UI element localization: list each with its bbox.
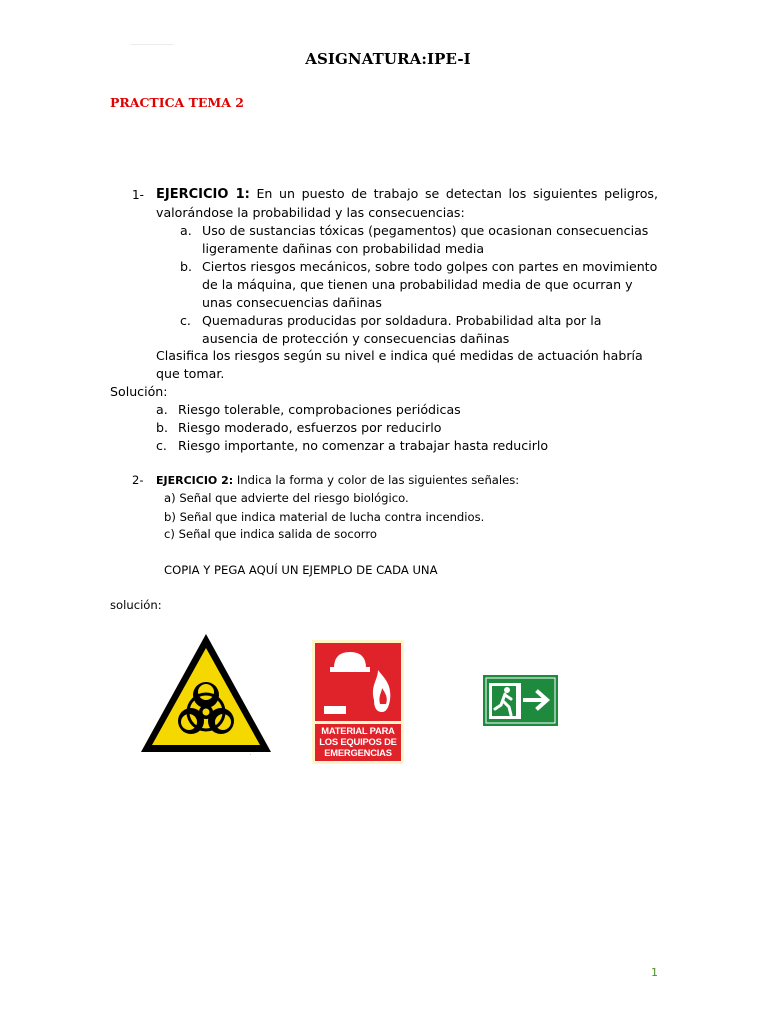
list-item-text: Riesgo moderado, esfuerzos por reducirlo <box>178 420 442 435</box>
emergency-exit-sign-icon <box>483 675 558 726</box>
svg-text:·: · <box>250 752 252 757</box>
exercise2-item-a: a) Señal que advierte del riesgo biológico. <box>164 491 409 505</box>
exercise1-intro-text: En un puesto de trabajo se detectan los siguientes peligros, valorándose la probabilidad y las consecuencias: <box>156 186 658 220</box>
exercise2-item-c: c) Señal que indica salida de socorro <box>164 527 377 541</box>
biohazard-sign-icon <box>138 628 274 758</box>
list-item-letter: a. <box>180 223 192 238</box>
list-item-letter: c. <box>180 313 191 328</box>
list-item-letter: c. <box>156 438 167 453</box>
exercise2-solution-label: solución: <box>110 598 162 612</box>
fire-sign-line: MATERIAL PARA <box>321 725 395 736</box>
exercise1-question: Clasifica los riesgos según su nivel e indica qué medidas de actuación habría que tomar. <box>156 348 643 381</box>
list-item-text: Riesgo importante, no comenzar a trabajar hasta reducirlo <box>178 438 549 453</box>
header-rule <box>130 44 174 45</box>
list-item-text: Uso de sustancias tóxicas (pegamentos) que ocasionan consecuencias ligeramente dañinas con probabilidad media <box>202 223 649 256</box>
exercise2-intro <box>156 473 519 487</box>
list-item-letter: a. <box>156 402 168 417</box>
fire-sign-line: LOS EQUIPOS DE <box>319 736 397 747</box>
list-item-text: Quemaduras producidas por soldadura. Probabilidad alta por la ausencia de protección y consecuencias dañinas <box>202 313 602 346</box>
list-item-letter: b. <box>156 420 168 435</box>
exercise2-number: 2- <box>132 473 144 487</box>
exercise1-intro <box>156 185 658 222</box>
exercise2-intro-text: Indica la forma y color de las siguientes señales: <box>233 473 520 487</box>
page-title: ASIGNATURA:IPE-I <box>305 50 471 68</box>
list-item-letter: b. <box>180 259 192 274</box>
practice-title: PRACTICA TEMA 2 <box>110 95 244 110</box>
exercise2-label: EJERCICIO 2: <box>156 474 234 487</box>
exercise1-label: EJERCICIO 1: <box>156 187 250 202</box>
exercise2-instruction: COPIA Y PEGA AQUÍ UN EJEMPLO DE CADA UNA <box>164 563 438 577</box>
solution-label: Solución: <box>110 384 168 399</box>
fire-sign-line: EMERGENCIAS <box>324 747 392 758</box>
page-number: 1 <box>651 966 658 979</box>
fire-sign-text <box>315 725 401 758</box>
list-item-text: Ciertos riesgos mecánicos, sobre todo golpes con partes en movimiento de la máquina, que tienen una probabilidad media de que ocurran y unas consecuencias dañinas <box>202 259 658 310</box>
exercise1-number: 1- <box>132 188 144 202</box>
list-item-text: Riesgo tolerable, comprobaciones periódicas <box>178 402 461 417</box>
exercise2-item-b: b) Señal que indica material de lucha contra incendios. <box>164 510 485 524</box>
fire-equipment-sign-icon <box>312 640 404 764</box>
